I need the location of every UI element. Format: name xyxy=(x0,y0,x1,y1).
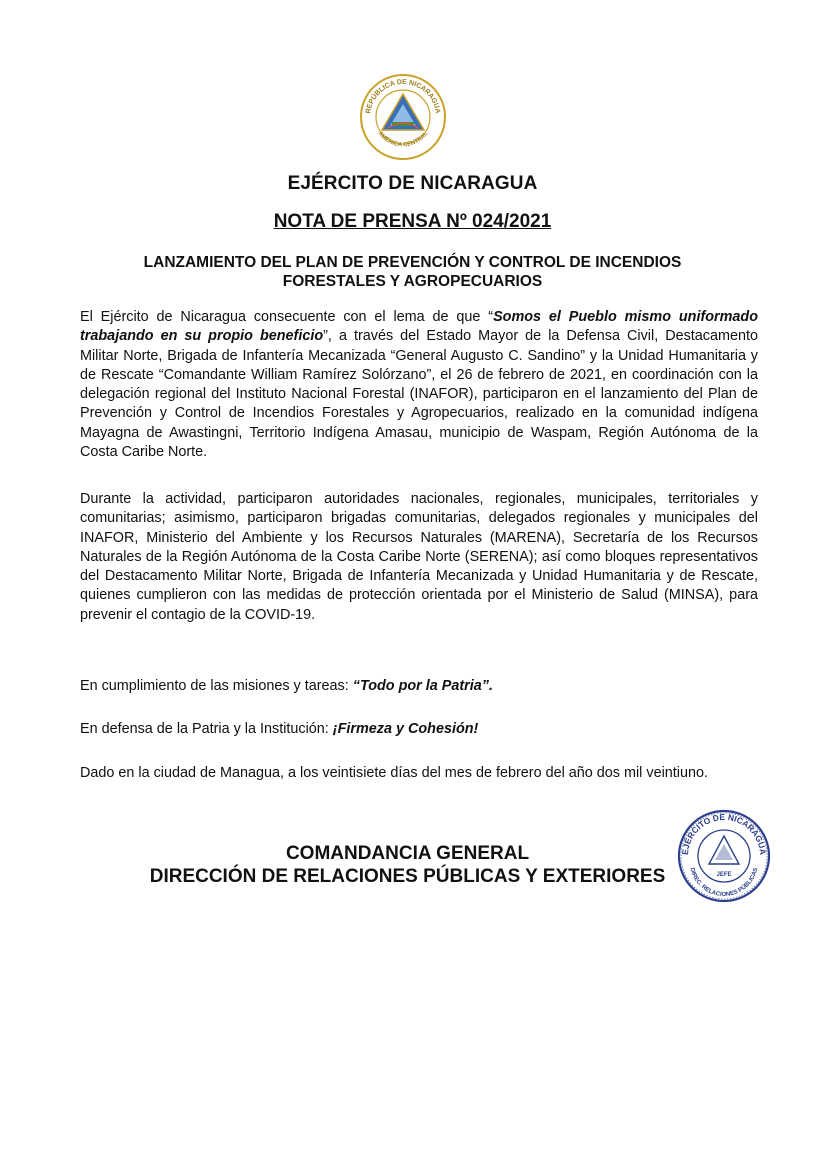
paragraph-1-intro: El Ejército de Nicaragua consecuente con el lema de que “ xyxy=(80,309,494,325)
press-note-number: NOTA DE PRENSA Nº 024/2021 xyxy=(273,211,552,232)
seal-bottom-text: AMÉRICA CENTRAL xyxy=(376,130,430,149)
paragraph-4-intro: En defensa de la Patria y la Institución: xyxy=(80,721,333,737)
official-stamp-icon xyxy=(676,808,772,904)
svg-text:AMÉRICA CENTRAL xyxy=(377,130,430,148)
paragraph-4 xyxy=(80,720,758,739)
paragraph-3-intro: En cumplimiento de las misiones y tareas: xyxy=(80,678,353,694)
organization-title: EJÉRCITO DE NICARAGUA xyxy=(287,173,538,194)
signature-line-2: DIRECCIÓN DE RELACIONES PÚBLICAS Y EXTERIORES xyxy=(149,866,666,887)
paragraph-1-rest: ”, a través del Estado Mayor de la Defensa Civil, Destacamento Militar Norte, Brigada de Infantería Mecanizada “General Augusto C. Sandino” y la Unidad Humanitaria y de Rescate “Comandante William Ramírez Solórzano”, el 26 de febrero de 2021, en coordinación con la delegación regional del Instituto Nacional Forestal (INAFOR), participaron en el lanzamiento del Plan de Prevención y Control de Incendios Forestales y Agropecuarios, realizado en la comunidad indígena Mayagna de Awastingni, Territorio Indígena Amasau, municipio de Waspam, Región Autónoma de la Costa Caribe Norte. xyxy=(80,328,758,461)
army-motto: Somos el Pueblo mismo uniformado trabajando en su propio beneficio xyxy=(80,309,759,345)
stamp-center-text: JEFE xyxy=(716,872,732,878)
paragraph-3 xyxy=(80,677,758,696)
press-release-headline: LANZAMIENTO DEL PLAN DE PREVENCIÓN Y CONTROL DE INCENDIOS FORESTALES Y AGROPECUARIOS xyxy=(143,254,682,290)
stamp-top-text: EJÉRCITO DE NICARAGUA xyxy=(679,811,769,856)
stamp-bottom-text: DIREC. RELACIONES PÚBLICAS xyxy=(688,867,760,898)
paragraph-2: Durante la actividad, participaron autoridades nacionales, regionales, municipales, territoriales y comunitarias; asimismo, participaron brigadas comunitarias, delegados regionales y municipales del INAFOR, Ministerio del Ambiente y los Recursos Naturales (MARENA), Secretaría de los Recursos Naturales de la Región Autónoma de la Costa Caribe Norte (SERENA); así como bloques representativos del Destacamento Militar Norte, Brigada de Infantería Mecanizada y Unidad Humanitaria y de Rescate, quienes cumplieron con las medidas de protección orientada por el Ministerio de Salud (MINSA), para prevenir el contagio de la COVID-19. xyxy=(80,491,758,623)
seal-top-text: REPÚBLICA DE NICARAGUA xyxy=(365,78,441,115)
paragraph-1 xyxy=(80,308,758,462)
institution-motto: ¡Firmeza y Cohesión! xyxy=(332,721,479,737)
coat-of-arms-icon xyxy=(358,72,448,162)
mission-motto: “Todo por la Patria”. xyxy=(352,678,493,694)
paragraph-5: Dado en la ciudad de Managua, a los veintisiete días del mes de febrero del año dos mil veintiuno. xyxy=(80,765,708,781)
signature-line-1: COMANDANCIA GENERAL xyxy=(285,843,530,864)
